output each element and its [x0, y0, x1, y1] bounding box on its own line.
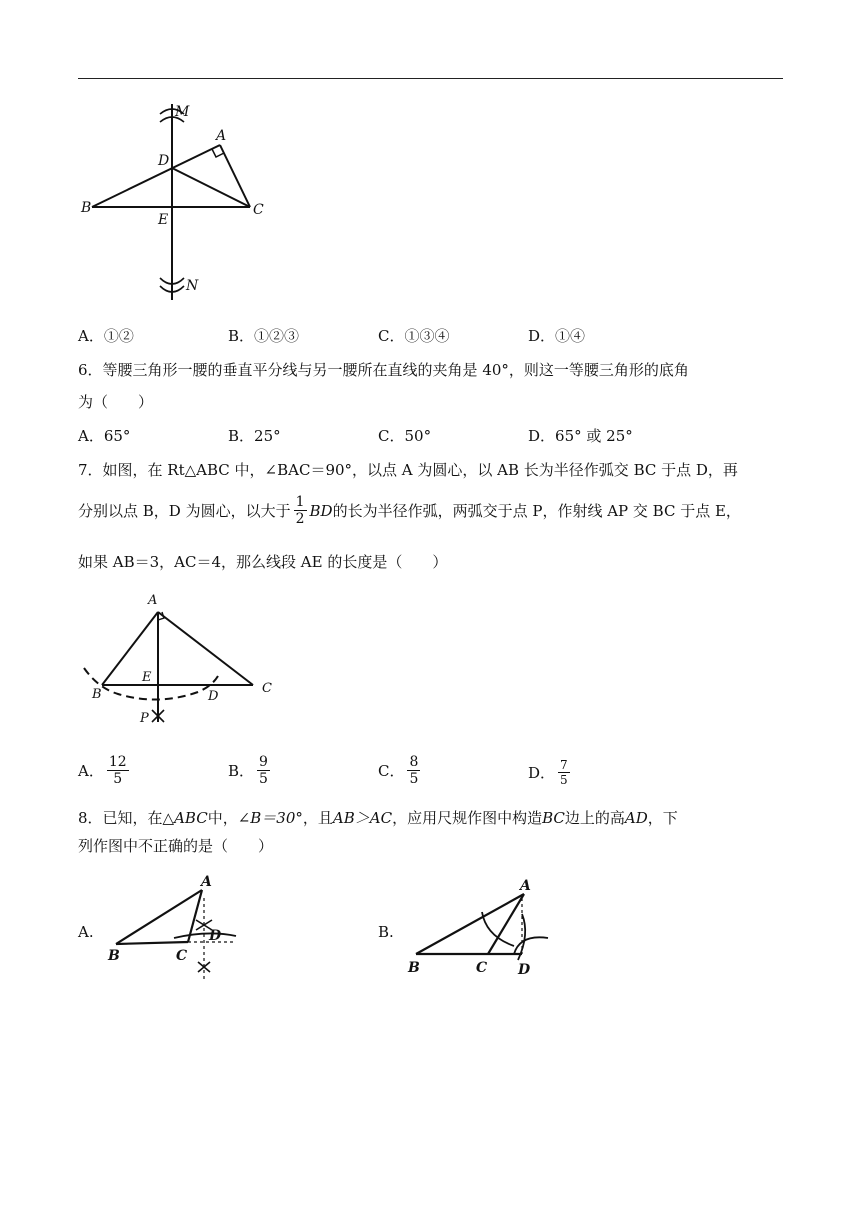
q7-option-b-den: 5 [259, 771, 268, 787]
q8b-label-a: A [520, 878, 531, 894]
q7-label-e: E [142, 670, 152, 685]
q6-stem-line1: 6．等腰三角形一腰的垂直平分线与另一腰所在直线的夹角是 40°，则这一等腰三角形的底角 [78, 361, 689, 379]
q5-label-d: D [158, 153, 170, 169]
q7-label-p: P [140, 711, 149, 726]
q8-line1-end: ，下 [647, 809, 678, 827]
q5-figure [78, 100, 278, 305]
q8-line1-mid4: 边上的高 [564, 809, 625, 827]
q8-angle: ∠B＝30° [237, 809, 303, 827]
q8-figure-b [404, 874, 554, 984]
q8b-label-b: B [408, 960, 420, 976]
q8a-label-c: C [176, 948, 188, 964]
q7-line2-post: 的长为半径作弧，两弧交于点 P，作射线 AP 交 BC 于点 E， [332, 501, 741, 520]
q5-segment-dc [172, 168, 250, 207]
q7-option-a-den: 5 [113, 771, 123, 787]
q7-option-d-num: 7 [560, 758, 568, 772]
q8-stem-line1 [78, 808, 678, 828]
q5-label-m: M [175, 104, 190, 120]
q7-option-b-label: B． [228, 761, 255, 780]
q8-line1-mid1: 中， [207, 809, 238, 827]
q8-triangle: △ABC [162, 809, 208, 827]
q7-stem-line3: 如果 AB＝3，AC＝4，那么线段 AE 的长度是（ ） [78, 553, 448, 571]
q7-line2-pre: 分别以点 B，D 为圆心，以大于 [78, 501, 291, 520]
q5-option-c[interactable]: C．①③④ [378, 327, 450, 345]
q8a-arc [174, 933, 236, 938]
q8a-label-d: D [209, 928, 222, 944]
q8b-segment-ba [416, 894, 524, 954]
q7-figure [78, 588, 288, 733]
q7-option-a[interactable] [78, 754, 132, 787]
q8-bc: BC [542, 809, 565, 827]
q8a-label-a: A [201, 874, 212, 890]
q7-bd: BD [309, 501, 333, 520]
q5-segment-ba [92, 145, 220, 207]
q7-option-a-fraction [107, 754, 129, 787]
q5-option-a[interactable]: A．①② [78, 327, 134, 345]
q7-option-b-num: 9 [259, 754, 268, 770]
q7-option-d-label: D． [528, 763, 556, 782]
q7-option-b-fraction [257, 754, 270, 787]
q8-line1-mid2: ，且 [302, 809, 333, 827]
q8-inequality: AB＞AC [332, 809, 393, 827]
q7-option-a-label: A． [78, 761, 104, 780]
q7-stem-line2 [78, 494, 741, 527]
q6-option-b[interactable]: B．25° [228, 427, 281, 445]
q8-option-a[interactable]: A. [78, 923, 94, 941]
q8-stem-line2: 列作图中不正确的是（ ） [78, 837, 274, 855]
q8b-arc-2 [514, 937, 548, 954]
q7-label-d: D [208, 689, 219, 704]
q7-half-num: 1 [295, 494, 305, 510]
q8-line1-pre: 8．已知，在 [78, 809, 163, 827]
q7-option-d[interactable] [528, 758, 573, 787]
q8b-label-c: C [476, 960, 488, 976]
q7-option-b[interactable] [228, 754, 273, 787]
q7-option-c-den: 5 [409, 771, 419, 787]
q8-ad: AD [624, 809, 648, 827]
q7-option-c[interactable] [378, 754, 423, 787]
q7-label-a: A [148, 593, 158, 608]
q6-option-d[interactable]: D．65° 或 25° [528, 427, 633, 445]
q6-option-c[interactable]: C．50° [378, 427, 432, 445]
q7-label-b: B [92, 687, 102, 702]
q5-label-b: B [81, 200, 92, 216]
q7-option-a-num: 12 [108, 754, 127, 770]
q7-option-c-num: 8 [409, 754, 419, 770]
q7-option-d-den: 5 [560, 773, 568, 787]
q8b-label-d: D [518, 962, 531, 978]
q5-label-n: N [186, 278, 199, 294]
q7-half-fraction [294, 494, 307, 527]
q5-option-b[interactable]: B．①②③ [228, 327, 300, 345]
q5-segment-ac [220, 145, 250, 207]
q8-option-b[interactable]: B. [378, 923, 394, 941]
q7-label-c: C [262, 681, 272, 696]
q7-option-d-fraction [558, 758, 570, 787]
q8-line1-mid3: ，应用尺规作图中构造 [392, 809, 543, 827]
header-rule [78, 78, 783, 79]
q7-half-den: 2 [295, 511, 305, 527]
q5-label-c: C [253, 202, 264, 218]
q5-label-a: A [216, 128, 227, 144]
q7-stem-line1: 7．如图，在 Rt△ABC 中，∠BAC＝90°，以点 A 为圆心，以 AB 长为半径作弧交 BC 于点 D，再 [78, 461, 738, 479]
q8-figure-a [104, 872, 249, 987]
q7-option-c-label: C． [378, 761, 405, 780]
q7-segment-ac [158, 612, 253, 685]
q6-stem-line2: 为（ ） [78, 393, 154, 411]
q5-label-e: E [158, 212, 169, 228]
q6-option-a[interactable]: A．65° [78, 427, 131, 445]
q7-option-c-fraction [407, 754, 420, 787]
q8a-segment-bc [116, 942, 188, 944]
q5-option-d[interactable]: D．①④ [528, 327, 586, 345]
q8a-label-b: B [108, 948, 120, 964]
